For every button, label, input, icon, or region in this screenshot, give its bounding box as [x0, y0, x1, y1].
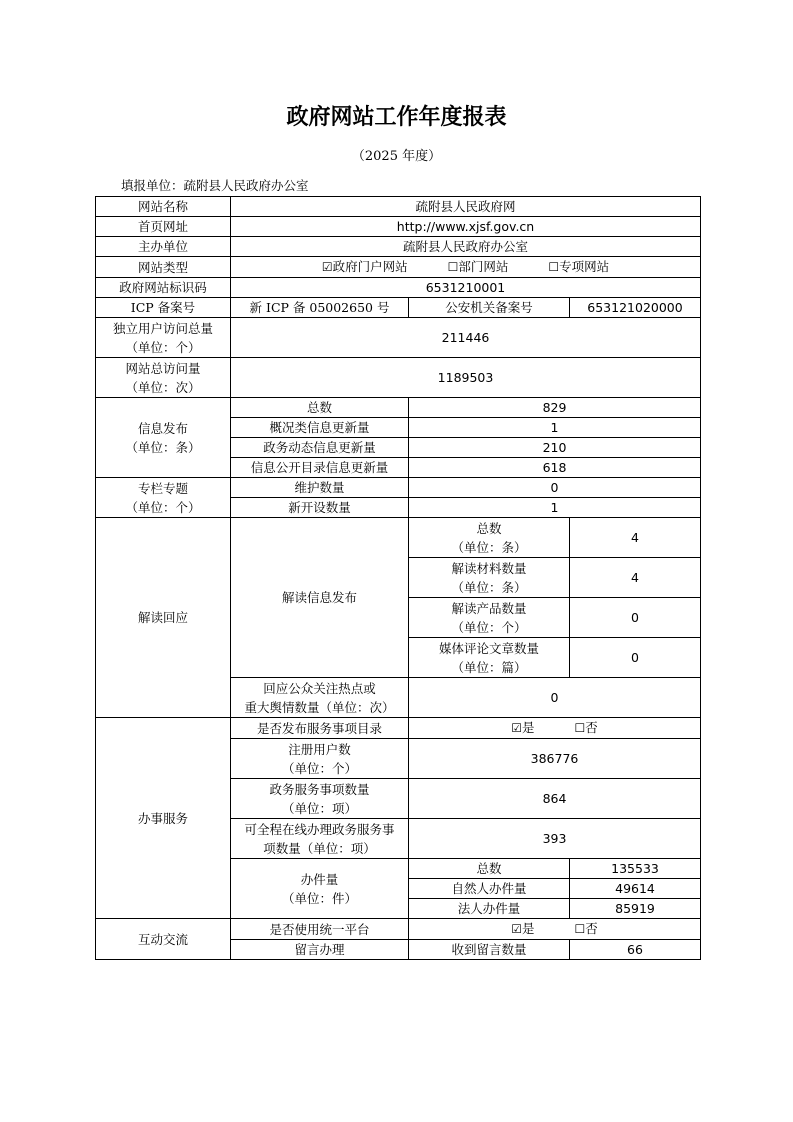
catalog-option-yes: ☑是 — [511, 720, 535, 735]
service-handled-label: 办件量 （单位：件） — [231, 859, 409, 919]
row-sponsor — [96, 237, 701, 257]
info-overview-value: 1 — [409, 418, 701, 438]
reporting-unit: 填报单位：疏附县人民政府办公室 — [121, 178, 309, 193]
catalog-option-no: ☐否 — [574, 720, 598, 735]
unchecked-box-icon: ☐ — [548, 260, 560, 274]
interpret-product-label: 解读产品数量 （单位：个） — [409, 598, 570, 638]
info-total-value: 829 — [409, 398, 701, 418]
interpret-media-label: 媒体评论文章数量 （单位：篇） — [409, 638, 570, 678]
row-site-id — [96, 278, 701, 298]
service-items-value: 864 — [409, 779, 701, 819]
icp-label: ICP 备案号 — [96, 298, 231, 318]
unique-visitors-value: 211446 — [231, 318, 701, 358]
unchecked-box-icon: ☐ — [447, 260, 459, 274]
interpret-section-label: 解读回应 — [96, 518, 231, 718]
info-news-value: 210 — [409, 438, 701, 458]
type-option-label: 部门网站 — [458, 259, 509, 274]
type-option-label: 专项网站 — [559, 259, 610, 274]
info-overview-label: 概况类信息更新量 — [231, 418, 409, 438]
site-type-label: 网站类型 — [96, 257, 231, 278]
police-record-label: 公安机关备案号 — [409, 298, 570, 318]
site-type-options — [231, 257, 701, 278]
checked-box-icon: ☑ — [511, 721, 522, 735]
site-name-value: 疏附县人民政府网 — [231, 197, 701, 217]
icp-value: 新 ICP 备 05002650 号 — [231, 298, 409, 318]
platform-option-no: ☐否 — [574, 921, 598, 936]
interaction-message-label: 留言办理 — [231, 940, 409, 960]
handled-total-value: 135533 — [570, 859, 701, 879]
interpret-total-value: 4 — [570, 518, 701, 558]
unchecked-box-icon: ☐ — [574, 721, 586, 735]
homepage-value: http://www.xjsf.gov.cn — [231, 217, 701, 237]
row-homepage — [96, 217, 701, 237]
site-name-label: 网站名称 — [96, 197, 231, 217]
page-views-value: 1189503 — [231, 358, 701, 398]
interpret-material-label: 解读材料数量 （单位：条） — [409, 558, 570, 598]
handled-legal-value: 85919 — [570, 899, 701, 919]
interpret-material-value: 4 — [570, 558, 701, 598]
handled-total-label: 总数 — [409, 859, 570, 879]
service-catalog-label: 是否发布服务事项目录 — [231, 718, 409, 739]
info-section-label: 信息发布 （单位：条） — [96, 398, 231, 478]
type-option-portal — [322, 257, 408, 277]
type-option-special — [548, 257, 609, 277]
page-views-label: 网站总访问量 （单位：次） — [96, 358, 231, 398]
checked-box-icon: ☑ — [511, 922, 522, 936]
handled-legal-label: 法人办件量 — [409, 899, 570, 919]
row-interpret-total — [96, 518, 701, 558]
service-users-value: 386776 — [409, 739, 701, 779]
police-record-value: 653121020000 — [570, 298, 701, 318]
service-items-label: 政务服务事项数量 （单位：项） — [231, 779, 409, 819]
service-users-label: 注册用户数 （单位：个） — [231, 739, 409, 779]
interaction-platform-options — [409, 919, 701, 940]
interpret-release-label: 解读信息发布 — [231, 518, 409, 678]
columns-maintain-value: 0 — [409, 478, 701, 498]
site-id-label: 政府网站标识码 — [96, 278, 231, 298]
handled-natural-label: 自然人办件量 — [409, 879, 570, 899]
row-page-views — [96, 358, 701, 398]
row-site-type — [96, 257, 701, 278]
report-year: （2025 年度） — [351, 149, 442, 164]
row-info-total — [96, 398, 701, 418]
service-catalog-options — [409, 718, 701, 739]
info-catalog-value: 618 — [409, 458, 701, 478]
columns-new-value: 1 — [409, 498, 701, 518]
columns-section-label: 专栏专题 （单位：个） — [96, 478, 231, 518]
platform-option-yes: ☑是 — [511, 921, 535, 936]
handled-natural-value: 49614 — [570, 879, 701, 899]
row-interaction-platform — [96, 919, 701, 940]
interpret-total-label: 总数 （单位：条） — [409, 518, 570, 558]
interpret-product-value: 0 — [570, 598, 701, 638]
row-icp — [96, 298, 701, 318]
interpret-respond-value: 0 — [409, 678, 701, 718]
received-messages-value: 66 — [570, 940, 701, 960]
type-option-label: 政府门户网站 — [332, 259, 408, 274]
site-id-value: 6531210001 — [231, 278, 701, 298]
interaction-section-label: 互动交流 — [96, 919, 231, 960]
row-service-catalog — [96, 718, 701, 739]
interaction-platform-label: 是否使用统一平台 — [231, 919, 409, 940]
service-online-value: 393 — [409, 819, 701, 859]
sponsor-label: 主办单位 — [96, 237, 231, 257]
row-unique-visitors — [96, 318, 701, 358]
report-title: 政府网站工作年度报表 — [286, 105, 507, 130]
info-news-label: 政务动态信息更新量 — [231, 438, 409, 458]
columns-new-label: 新开设数量 — [231, 498, 409, 518]
report-table — [95, 196, 701, 960]
checked-box-icon: ☑ — [321, 260, 333, 274]
columns-maintain-label: 维护数量 — [231, 478, 409, 498]
row-columns-maintain — [96, 478, 701, 498]
interpret-media-value: 0 — [570, 638, 701, 678]
interpret-respond-label: 回应公众关注热点或 重大舆情数量（单位：次） — [231, 678, 409, 718]
unique-visitors-label: 独立用户访问总量 （单位：个） — [96, 318, 231, 358]
type-option-department — [448, 257, 509, 277]
service-section-label: 办事服务 — [96, 718, 231, 919]
homepage-label: 首页网址 — [96, 217, 231, 237]
info-total-label: 总数 — [231, 398, 409, 418]
unchecked-box-icon: ☐ — [574, 922, 586, 936]
sponsor-value: 疏附县人民政府办公室 — [231, 237, 701, 257]
received-messages-label: 收到留言数量 — [409, 940, 570, 960]
info-catalog-label: 信息公开目录信息更新量 — [231, 458, 409, 478]
row-site-name — [96, 197, 701, 217]
service-online-label: 可全程在线办理政务服务事 项数量（单位：项） — [231, 819, 409, 859]
